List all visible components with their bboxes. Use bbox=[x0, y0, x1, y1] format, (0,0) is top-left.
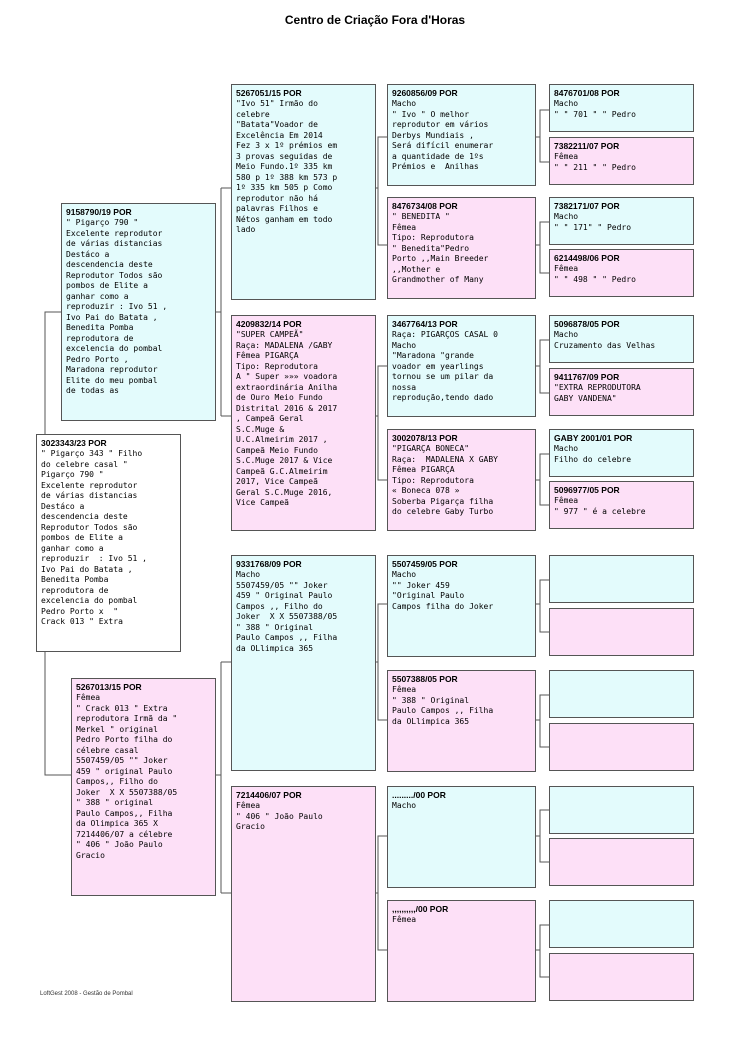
gen4-card-12-empty[interactable] bbox=[549, 723, 694, 771]
pigeon-description: Macho " " 171" " Pedro bbox=[554, 212, 632, 232]
sss-card[interactable] bbox=[387, 84, 536, 186]
gen4-card-13-empty[interactable] bbox=[549, 786, 694, 834]
ring-number: 5507459/05 POR bbox=[392, 559, 458, 569]
gen4-card-4[interactable] bbox=[549, 249, 694, 297]
pigeon-description: "Ivo 51" Irmão do celebre "Batata"Voador de Excelência Em 2014 Fez 3 x 1º prémios em 3 provas seguidas de Meio Fundo.1º 335 km 580 p 1º 388 km 573 p 1º 335 km 505 p Como reprodutor não há palavras Filhos e Nétos ganham em todo lado bbox=[236, 99, 338, 234]
pigeon-description: Macho Cruzamento das Velhas bbox=[554, 330, 656, 350]
pigeon-description: Fêmea " 388 " Original Paulo Campos ,, Filha da OLlimpica 365 bbox=[392, 685, 494, 726]
gen4-card-9-empty[interactable] bbox=[549, 555, 694, 603]
ring-number: 3002078/13 POR bbox=[392, 433, 458, 443]
subject-pigeon-card[interactable] bbox=[36, 434, 181, 652]
dam-sire-card[interactable] bbox=[231, 555, 376, 771]
ring-number: 8476701/08 POR bbox=[554, 88, 620, 98]
sire-sire-card[interactable] bbox=[231, 84, 376, 300]
ring-number: 6214498/06 POR bbox=[554, 253, 620, 263]
gen4-card-10-empty[interactable] bbox=[549, 608, 694, 656]
ring-number: 9158790/19 POR bbox=[66, 207, 132, 217]
pigeon-description: " Pigarço 343 " Filho do celebre casal " Pigarço 790 " Excelente reprodutor de várias distancias Destáco a descendencia deste Reprodutor Todos são pombos de Elite a ganhar como a reproduzir : Ivo 51 , Ivo Pai do Batata , Benedita Pomba reprodutora de excelencia do pombal Pedro Porto x " Crack 013 " Extra bbox=[41, 449, 147, 626]
pigeon-description: Macho bbox=[392, 801, 417, 810]
ring-number: 8476734/08 POR bbox=[392, 201, 458, 211]
gen4-card-7[interactable] bbox=[549, 429, 694, 477]
dam-dam-card[interactable] bbox=[231, 786, 376, 1002]
gen4-card-11-empty[interactable] bbox=[549, 670, 694, 718]
ring-number: 9260856/09 POR bbox=[392, 88, 458, 98]
ring-number: 9411767/09 POR bbox=[554, 372, 620, 382]
ring-number: ........./00 POR bbox=[392, 790, 446, 800]
pigeon-description: Macho 5507459/05 "" Joker 459 " Original Paulo Campos ,, Filho do Joker X X 5507388/05 " 388 " Original Paulo Campos ,, Filha da OLlimpica 365 bbox=[236, 570, 338, 653]
gen4-card-6[interactable] bbox=[549, 368, 694, 416]
gen4-card-16-empty[interactable] bbox=[549, 953, 694, 1001]
pigeon-description: Fêmea " Crack 013 " Extra reprodutora Irmã da " Merkel " original Pedro Porto filha do célebre casal 5507459/05 "" Joker 459 " original Paulo Campos,, Filho do Joker X X 5507388/05 " 388 " original Paulo Campos,, Filha da Olimpica 365 X 7214406/07 a célebre " 406 " João Paulo Gracio bbox=[76, 693, 178, 860]
pigeon-description: Macho " " 701 " " Pedro bbox=[554, 99, 636, 119]
sds-card[interactable] bbox=[387, 315, 536, 417]
ring-number: 4209832/14 POR bbox=[236, 319, 302, 329]
gen4-card-8[interactable] bbox=[549, 481, 694, 529]
pigeon-description: Fêmea bbox=[392, 915, 417, 924]
dsd-card[interactable] bbox=[387, 670, 536, 772]
gen4-card-15-empty[interactable] bbox=[549, 900, 694, 948]
pigeon-description: "PIGARÇA BONECA" Raça: MADALENA X GABY Fêmea PIGARÇA Tipo: Reprodutora « Boneca 078 » Soberba Pigarça filha do celebre Gaby Turbo bbox=[392, 444, 498, 516]
sdd-card[interactable] bbox=[387, 429, 536, 531]
pigeon-description: Macho Filho do celebre bbox=[554, 444, 632, 464]
dam-card[interactable] bbox=[71, 678, 216, 896]
pigeon-description: "EXTRA REPRODUTORA GABY VANDENA" bbox=[554, 383, 641, 403]
pigeon-description: "SUPER CAMPEÃ" Raça: MADALENA /GABY Fêmea PIGARÇA Tipo: Reprodutora A " Super »»» voadora extraordinária Anilha de Ouro Meio Fundo Distrital 2016 & 2017 , Campeã Geral S.C.Muge & U.C.Almeirim 2017 , Campeã Meio Fundo S.C.Muge 2017 & Vice Campeã G.C.Almeirim 2017, Vice Campeã Geral S.C.Muge 2016, Vice Campeã bbox=[236, 330, 338, 507]
pigeon-description: Macho " Ivo " O melhor reprodutor em vários Derbys Mundiais , Será difícil enumerar a quantidade de 1ºs Prémios e Anilhas bbox=[392, 99, 494, 171]
ring-number: 5267013/15 POR bbox=[76, 682, 142, 692]
ring-number: 7214406/07 POR bbox=[236, 790, 302, 800]
gen4-card-1[interactable] bbox=[549, 84, 694, 132]
ssd-card[interactable] bbox=[387, 197, 536, 299]
dds-card[interactable] bbox=[387, 786, 536, 888]
page-title: Centro de Criação Fora d'Horas bbox=[284, 13, 466, 27]
pigeon-description: " BENEDITA " Fêmea Tipo: Reprodutora " Benedita"Pedro Porto ,,Main Breeder ,,Mother e Grandmother of Many bbox=[392, 212, 489, 284]
pigeon-description: Raça: PIGARÇOS CASAL 0 Macho "Maradona "grande voador em yearlings tornou se um pilar da nossa reprodução,tendo dado bbox=[392, 330, 498, 402]
ddd-card[interactable] bbox=[387, 900, 536, 1002]
gen4-card-14-empty[interactable] bbox=[549, 838, 694, 886]
ring-number: ,,,,,,,,,,/00 POR bbox=[392, 904, 449, 914]
gen4-card-5[interactable] bbox=[549, 315, 694, 363]
gen4-card-3[interactable] bbox=[549, 197, 694, 245]
ring-number: 7382171/07 POR bbox=[554, 201, 620, 211]
ring-number: 5267051/15 POR bbox=[236, 88, 302, 98]
pigeon-description: Fêmea " " 211 " " Pedro bbox=[554, 152, 636, 172]
sire-card[interactable] bbox=[61, 203, 216, 421]
gen4-card-2[interactable] bbox=[549, 137, 694, 185]
pigeon-description: " Pigarço 790 " Excelente reprodutor de várias distancias Destáco a descendencia deste Reprodutor Todos são pombos de Elite a ganhar como a reproduzir : Ivo 51 , Ivo Pai do Batata , Benedita Pomba reprodutora de excelencia do pombal Pedro Porto , Maradona reprodutor Elite do meu pombal de todas as bbox=[66, 218, 168, 395]
footer-credit: LoftGest 2008 - Gestão de Pombal bbox=[40, 991, 133, 997]
ring-number: 3023343/23 POR bbox=[41, 438, 107, 448]
pigeon-description: Fêmea " 977 " é a celebre bbox=[554, 496, 646, 516]
ring-number: GABY 2001/01 POR bbox=[554, 433, 633, 443]
dss-card[interactable] bbox=[387, 555, 536, 657]
ring-number: 7382211/07 POR bbox=[554, 141, 620, 151]
pigeon-description: Fêmea " " 498 " " Pedro bbox=[554, 264, 636, 284]
ring-number: 9331768/09 POR bbox=[236, 559, 302, 569]
ring-number: 3467764/13 POR bbox=[392, 319, 458, 329]
ring-number: 5507388/05 POR bbox=[392, 674, 458, 684]
pigeon-description: Fêmea " 406 " João Paulo Gracio bbox=[236, 801, 323, 831]
sire-dam-card[interactable] bbox=[231, 315, 376, 531]
ring-number: 5096977/05 POR bbox=[554, 485, 620, 495]
pigeon-description: Macho "" Joker 459 "Original Paulo Campos filha do Joker bbox=[392, 570, 494, 611]
ring-number: 5096878/05 POR bbox=[554, 319, 620, 329]
